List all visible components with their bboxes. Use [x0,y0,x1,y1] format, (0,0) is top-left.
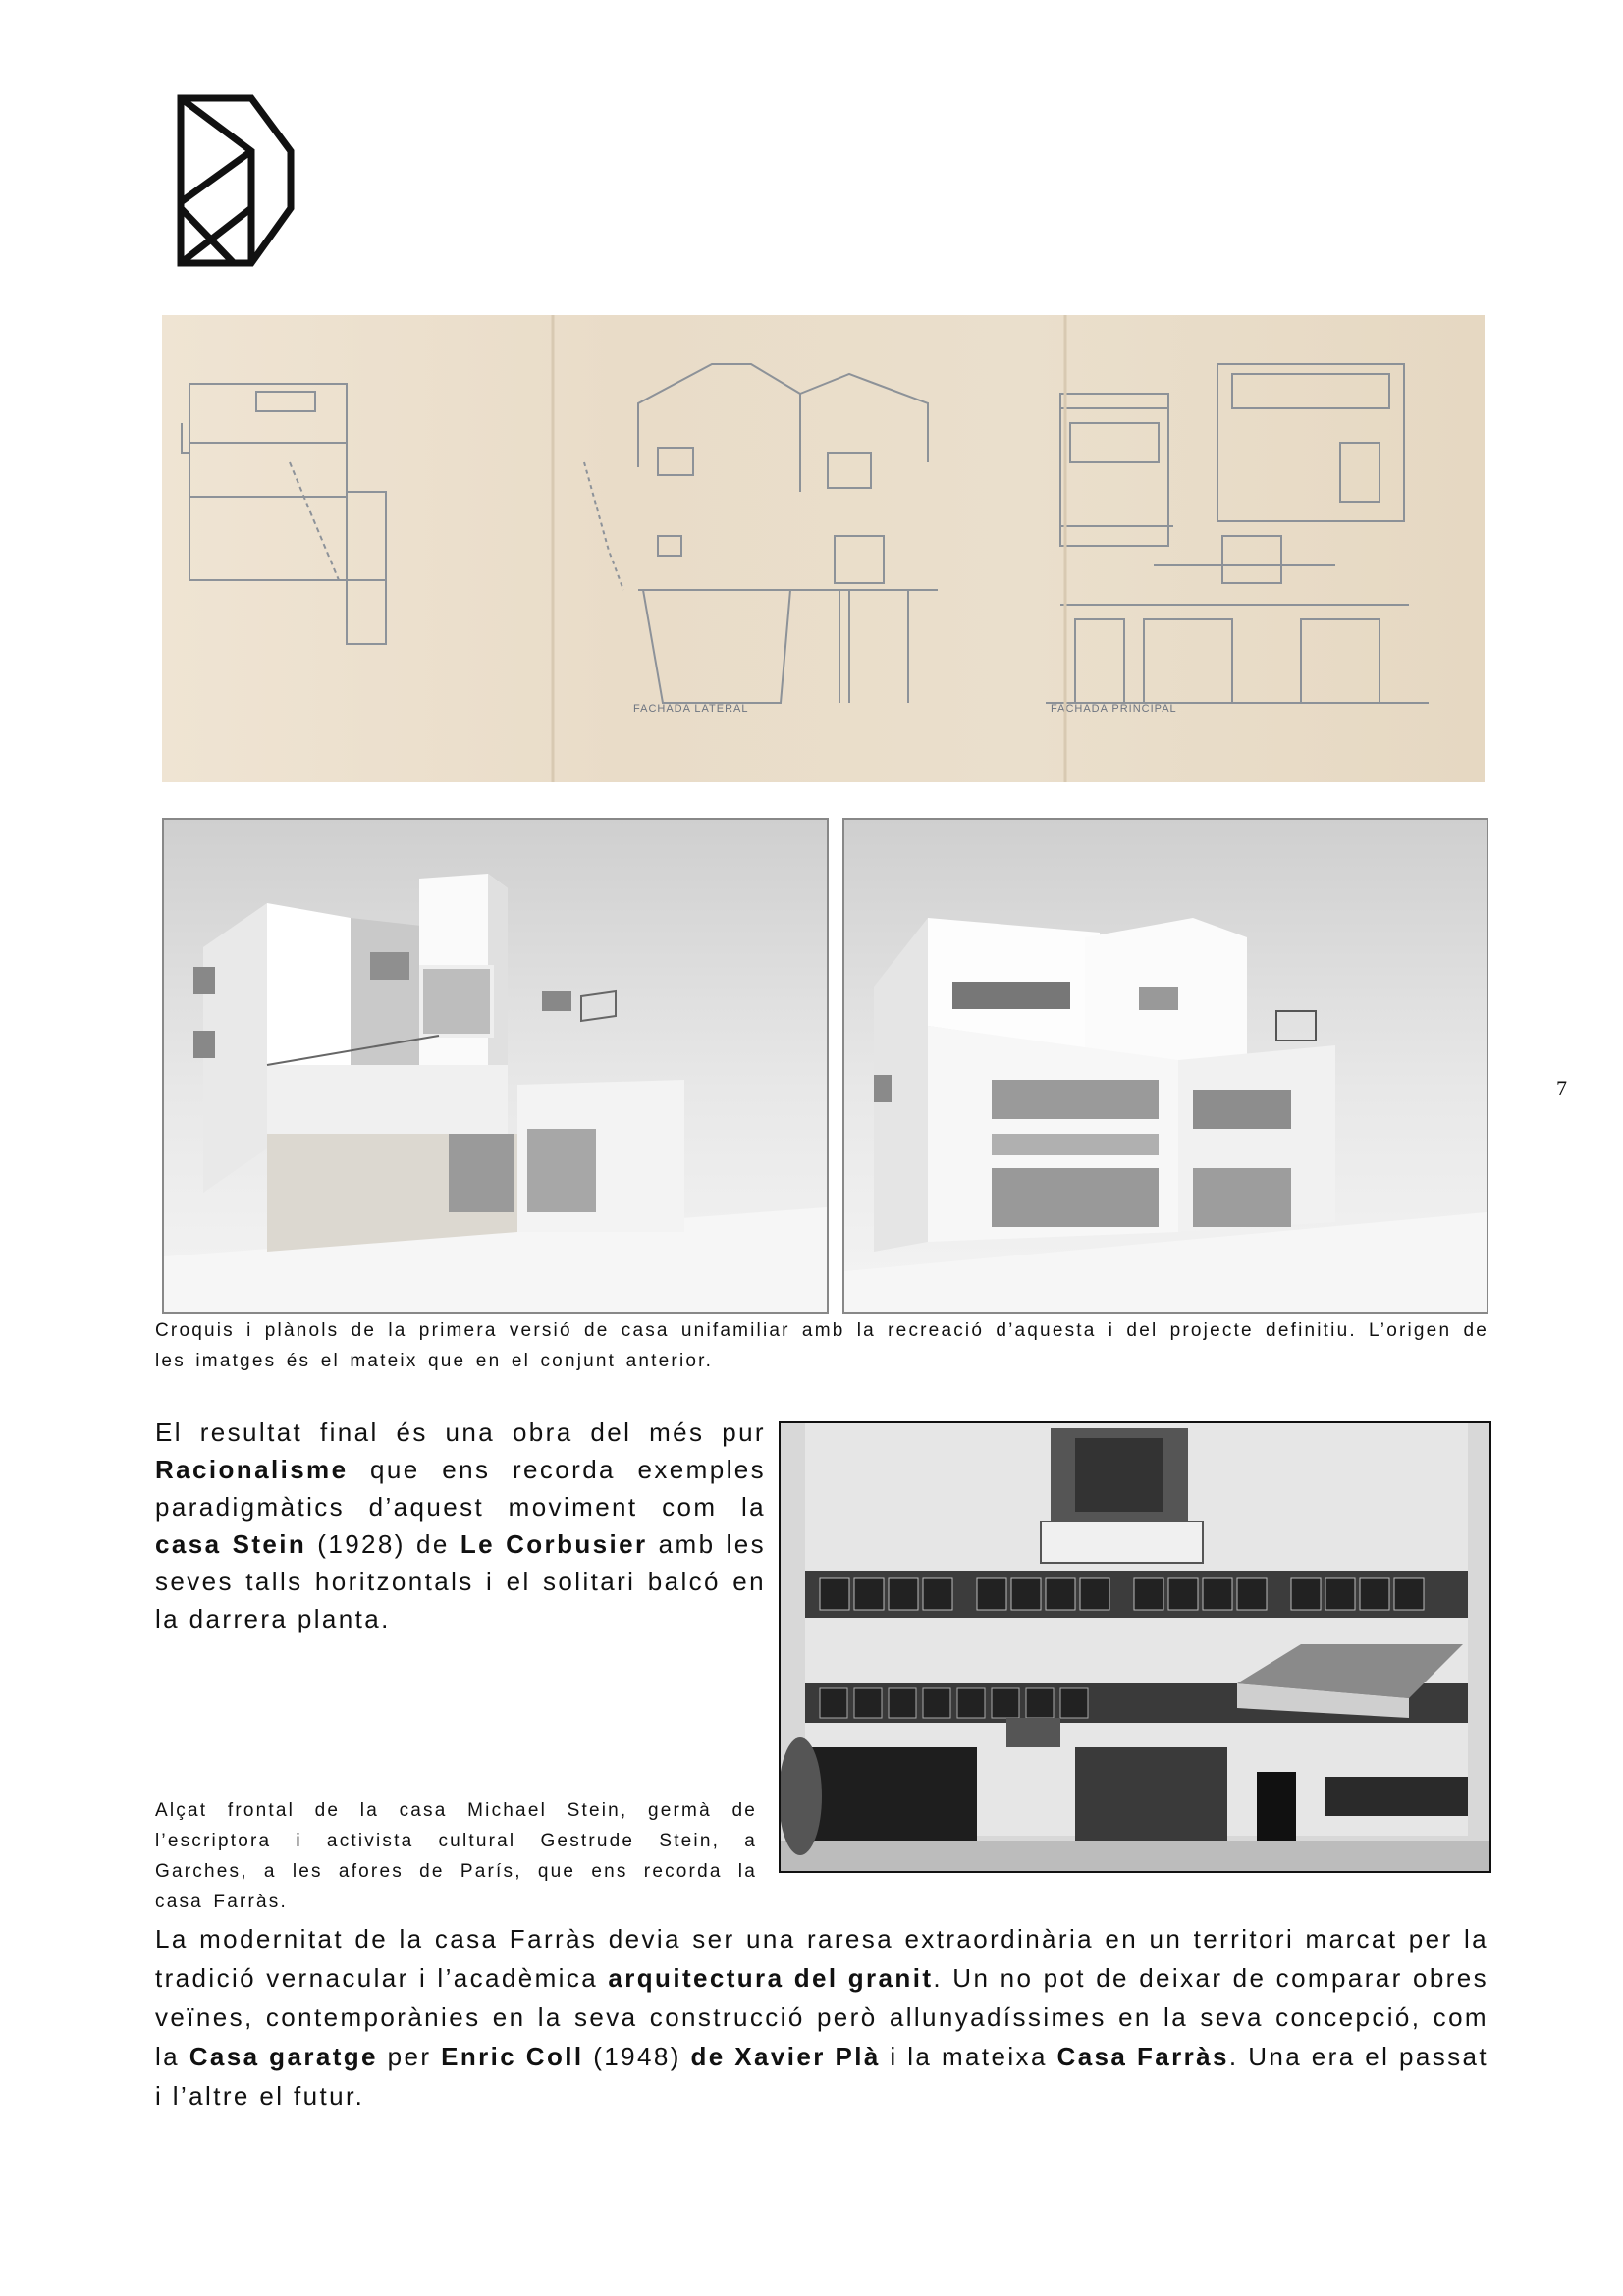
intro-text-3: (1928) de [306,1529,460,1559]
closing-text-2: . Un no pot de deixar de comparar obres veïnes, contemporànies en la seva construcció però allunyadíssimes en la seva concepció, com la [155,1963,1488,2071]
closing-bold-casa-farras: Casa Farràs [1056,2042,1229,2071]
figure-2-caption: Alçat frontal de la casa Michael Stein, germà de l’escriptora i activista cultural Gestrude Stein, a Garches, a les afores de París, que ens recorda la casa Farràs. [155,1800,757,1912]
closing-text-3: per [377,2042,442,2071]
closing-bold-xavier-pla: de Xavier Plà [690,2042,881,2071]
intro-paragraph [155,1414,766,1637]
blueprint-label-principal: FACHADA PRINCIPAL [1051,703,1177,715]
intro-bold-racionalisme: Racionalisme [155,1455,349,1484]
intro-bold-le-corbusier: Le Corbusier [460,1529,648,1559]
intro-bold-casa-stein: casa Stein [155,1529,307,1559]
closing-paragraph [155,1919,1488,2115]
closing-text-1: La modernitat de la casa Farràs devia ser una raresa extraordinària en un territori marcat per la tradició vernacular i l’acadèmica [155,1924,1488,1993]
intro-text-1: El resultat final és una obra del més pur [155,1417,766,1447]
monogram-logo-icon [175,94,297,267]
intro-text-4: amb les seves talls horitzontals i el solitari balcó en la darrera planta. [155,1529,766,1633]
page-number: 7 [1556,1076,1567,1100]
blueprint-elevations-image [162,315,1485,782]
closing-bold-enric-coll: Enric Coll [441,2042,584,2071]
intro-text-2: que ens recorda exemples paradigmàtics d’aquest moviment com la [155,1455,766,1522]
closing-text-6: . Una era el passat i l’altre el futur. [155,2042,1488,2110]
blueprint-label-lateral: FACHADA LATERAL [633,703,749,715]
render-final-project-image [842,818,1488,1314]
closing-bold-casa-garatge: Casa garatge [189,2042,378,2071]
closing-bold-arquitectura-granit: arquitectura del granit [608,1963,934,1993]
closing-text-4: (1948) [583,2042,691,2071]
casa-stein-photo [779,1421,1491,1873]
closing-text-5: i la mateixa [880,2042,1057,2071]
figure-1-caption: Croquis i plànols de la primera versió de casa unifamiliar amb la recreació d’aquesta i del projecte definitiu. L’origen de les imatges és el mateix que en el conjunt anterior. [155,1320,1488,1371]
render-first-version-image [162,818,829,1314]
